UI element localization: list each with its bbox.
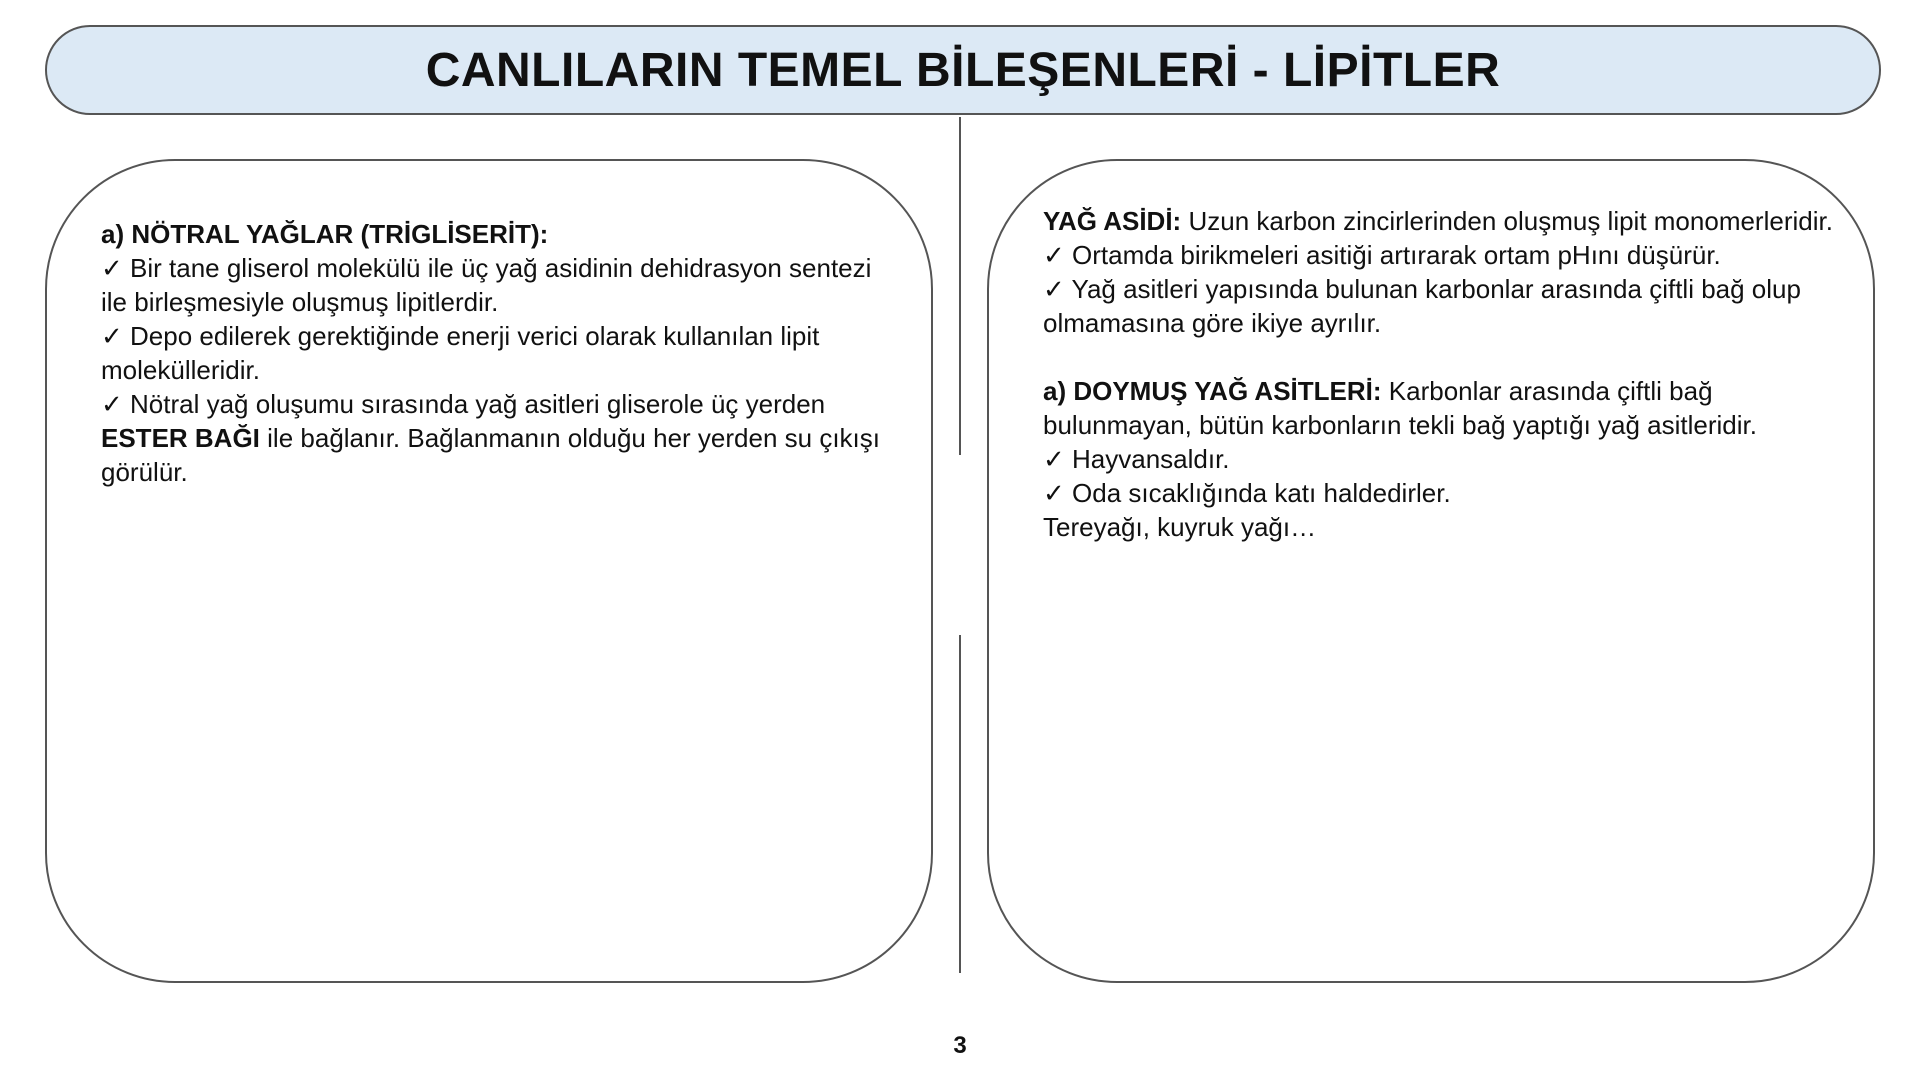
saturated-definition [1043, 374, 1843, 442]
right-item-1: ✓ Ortamda birikmeleri asitiği artırarak ortam pHını düşürür. [1043, 240, 1721, 270]
examples-line: Tereyağı, kuyruk yağı… [1043, 512, 1317, 542]
center-divider-top [959, 117, 961, 455]
saturated-label: a) DOYMUŞ YAĞ ASİTLERİ: [1043, 376, 1382, 406]
right-panel-yag-asidi [987, 159, 1875, 983]
page-title: CANLILARIN TEMEL BİLEŞENLERİ - LİPİTLER [425, 43, 1501, 97]
left-item-1: ✓ Bir tane gliserol molekülü ile üç yağ asidinin dehidrasyon sentezi ile birleşmesiyle oluşmuş lipitlerdir. [101, 253, 872, 317]
fatty-acid-label: YAĞ ASİDİ: [1043, 206, 1182, 236]
right-item-4: ✓ Oda sıcaklığında katı haldedirler. [1043, 478, 1451, 508]
left-heading: a) NÖTRAL YAĞLAR (TRİGLİSERİT): [101, 219, 549, 249]
ester-bond-term: ESTER BAĞI [101, 423, 260, 453]
right-panel-content [1043, 204, 1843, 544]
center-divider-bottom [959, 635, 961, 973]
title-banner [45, 25, 1881, 115]
right-item-3: ✓ Hayvansaldır. [1043, 444, 1230, 474]
fatty-acid-definition [1043, 204, 1843, 238]
spacer [1043, 340, 1843, 374]
left-panel-notral-yaglar [45, 159, 933, 983]
fatty-acid-text: Uzun karbon zincirlerinden oluşmuş lipit monomerleridir. [1188, 206, 1833, 236]
left-item-3 [101, 387, 901, 489]
left-item-2: ✓ Depo edilerek gerektiğinde enerji verici olarak kullanılan lipit molekülleridir. [101, 321, 820, 385]
left-panel-content [101, 217, 901, 489]
saturated-text: Karbonlar arasında çiftli bağ bulunmayan, bütün karbonların tekli bağ yaptığı yağ asitleridir. [1043, 376, 1757, 440]
left-item-3-pre: ✓ Nötral yağ oluşumu sırasında yağ asitleri gliserole üç yerden [101, 389, 826, 419]
right-item-2: ✓ Yağ asitleri yapısında bulunan karbonlar arasında çiftli bağ olup olmamasına göre ikiye ayrılır. [1043, 274, 1801, 338]
left-item-3-post: ile bağlanır. Bağlanmanın olduğu her yerden su çıkışı görülür. [101, 423, 880, 487]
page-number: 3 [953, 1032, 967, 1059]
